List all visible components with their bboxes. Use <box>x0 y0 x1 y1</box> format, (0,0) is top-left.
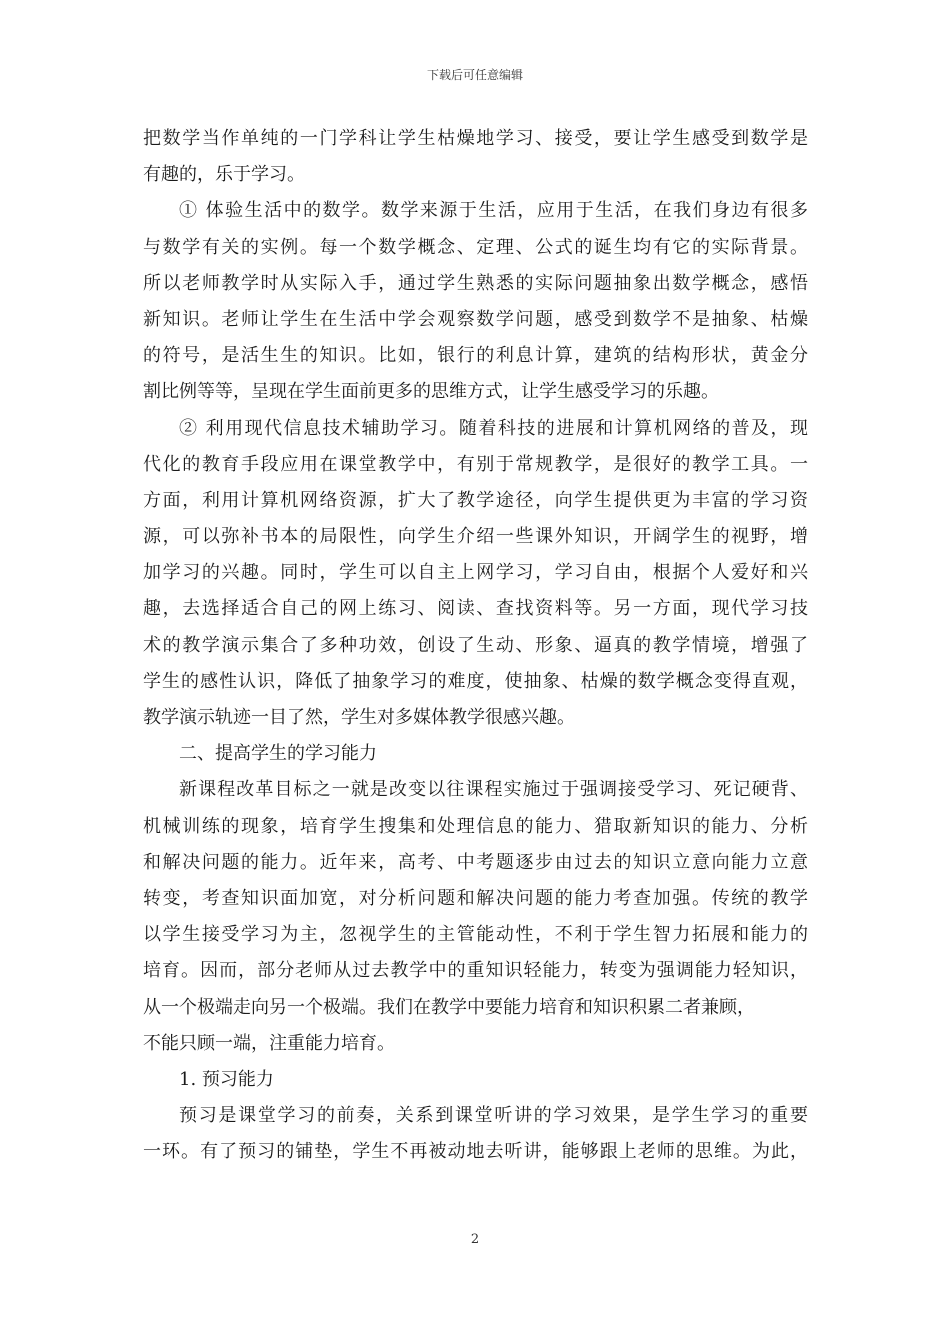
page-header: 下载后可任意编辑 <box>426 68 523 82</box>
text-line: 学生的感性认识，降低了抽象学习的难度，使抽象、枯燥的数学概念变得直观， <box>143 670 808 692</box>
text-line: 所以老师教学时从实际入手，通过学生熟悉的实际问题抽象出数学概念，感悟 <box>143 272 808 294</box>
text-line: 教学演示轨迹一目了然，学生对多媒体教学很感兴趣。 <box>143 707 575 728</box>
page-number: 2 <box>470 1232 480 1247</box>
text-line: 把数学当作单纯的一门学科让学生枯燥地学习、接受，要让学生感受到数学是 <box>143 128 808 149</box>
text-line: 术的教学演示集合了多种功效，创设了生动、形象、逼真的教学情境，增强了 <box>143 634 808 656</box>
text-line: ① 体验生活中的数学。数学来源于生活，应用于生活，在我们身边有很多 <box>179 200 808 222</box>
text-line: 不能只顾一端，注重能力培育。 <box>143 1032 395 1054</box>
text-line: 与数学有关的实例。每一个数学概念、定理、公式的诞生均有它的实际背景。 <box>143 236 808 258</box>
text-line: 从一个极端走向另一个极端。我们在教学中要能力培育和知识积累二者兼顾， <box>143 996 755 1018</box>
text-line: ② 利用现代信息技术辅助学习。随着科技的进展和计算机网络的普及，现 <box>179 417 808 439</box>
text-line: 培育。因而，部分老师从过去教学中的重知识轻能力，转变为强调能力轻知识， <box>143 960 808 982</box>
text-line: 机械训练的现象，培育学生搜集和处理信息的能力、猎取新知识的能力、分析 <box>143 815 808 837</box>
text-line: 加学习的兴趣。同时，学生可以自主上网学习，学习自由，根据个人爱好和兴 <box>143 562 808 584</box>
text-line: 源，可以弥补书本的局限性，向学生介绍一些课外知识，开阔学生的视野，增 <box>143 526 808 548</box>
text-line: 一环。有了预习的铺垫，学生不再被动地去听讲，能够跟上老师的思维。为此， <box>143 1141 808 1163</box>
text-line: 方面，利用计算机网络资源，扩大了教学途径，向学生提供更为丰富的学习资 <box>143 489 808 511</box>
text-line: 代化的教育手段应用在课堂教学中，有别于常规教学，是很好的教学工具。一 <box>143 453 808 475</box>
subsection-heading: 1. 预习能力 <box>179 1068 274 1090</box>
text-line: 转变，考查知识面加宽，对分析问题和解决问题的能力考查加强。传统的教学 <box>143 887 808 909</box>
text-line: 趣，去选择适合自己的网上练习、阅读、查找资料等。另一方面，现代学习技 <box>143 598 808 620</box>
section-heading: 二、提高学生的学习能力 <box>179 743 377 765</box>
text-line: 以学生接受学习为主，忽视学生的主管能动性，不利于学生智力拓展和能力的 <box>143 924 808 946</box>
text-line: 和解决问题的能力。近年来，高考、中考题逐步由过去的知识立意向能力立意 <box>143 851 808 873</box>
body-text <box>143 121 808 1170</box>
text-line: 有趣的，乐于学习。 <box>143 164 305 186</box>
text-line: 割比例等等，呈现在学生面前更多的思维方式，让学生感受学习的乐趣。 <box>143 381 719 403</box>
text-line: 预习是课堂学习的前奏，关系到课堂听讲的学习效果，是学生学习的重要 <box>179 1105 808 1127</box>
text-line: 新知识。老师让学生在生活中学会观察数学问题，感受到数学不是抽象、枯燥 <box>143 308 808 330</box>
text-line: 的符号，是活生生的知识。比如，银行的利息计算，建筑的结构形状，黄金分 <box>143 345 808 367</box>
text-line: 新课程改革目标之一就是改变以往课程实施过于强调接受学习、死记硬背、 <box>179 779 808 801</box>
